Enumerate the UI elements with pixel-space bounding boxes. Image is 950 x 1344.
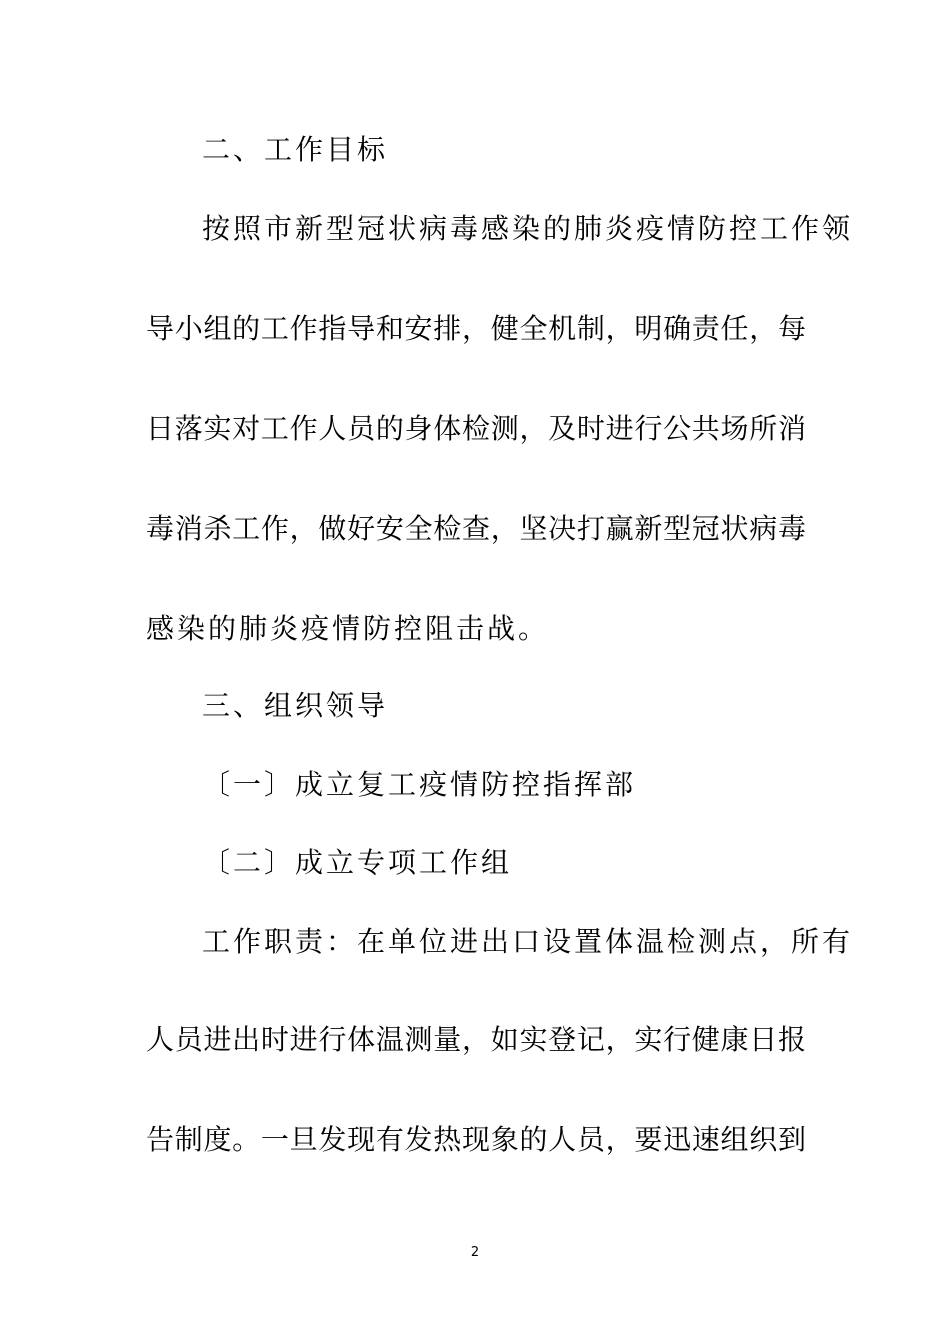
subsection-heading-working-group: 〔二〕成立专项工作组 (202, 846, 513, 879)
paragraph-line: 按照市新型冠状病毒感染的肺炎疫情防控工作领 (202, 212, 854, 245)
paragraph-line: 导小组的工作指导和安排，健全机制，明确责任，每 (146, 312, 806, 345)
paragraph-line: 毒消杀工作，做好安全检查，坚决打赢新型冠状病毒 (146, 512, 806, 545)
page-number: 2 (470, 1245, 480, 1260)
paragraph-line: 感染的肺炎疫情防控阻击战。 (146, 612, 550, 645)
subsection-heading-command: 〔一〕成立复工疫情防控指挥部 (202, 768, 637, 801)
paragraph-line: 人员进出时进行体温测量，如实登记，实行健康日报 (146, 1023, 806, 1056)
section-heading-work-goals: 二、工作目标 (202, 133, 389, 166)
section-heading-organization: 三、组织领导 (202, 689, 389, 722)
paragraph-line: 告制度。一旦发现有发热现象的人员，要迅速组织到 (146, 1123, 806, 1156)
paragraph-line: 工作职责：在单位进出口设置体温检测点，所有 (202, 925, 854, 958)
paragraph-line: 日落实对工作人员的身体检测，及时进行公共场所消 (146, 412, 806, 445)
